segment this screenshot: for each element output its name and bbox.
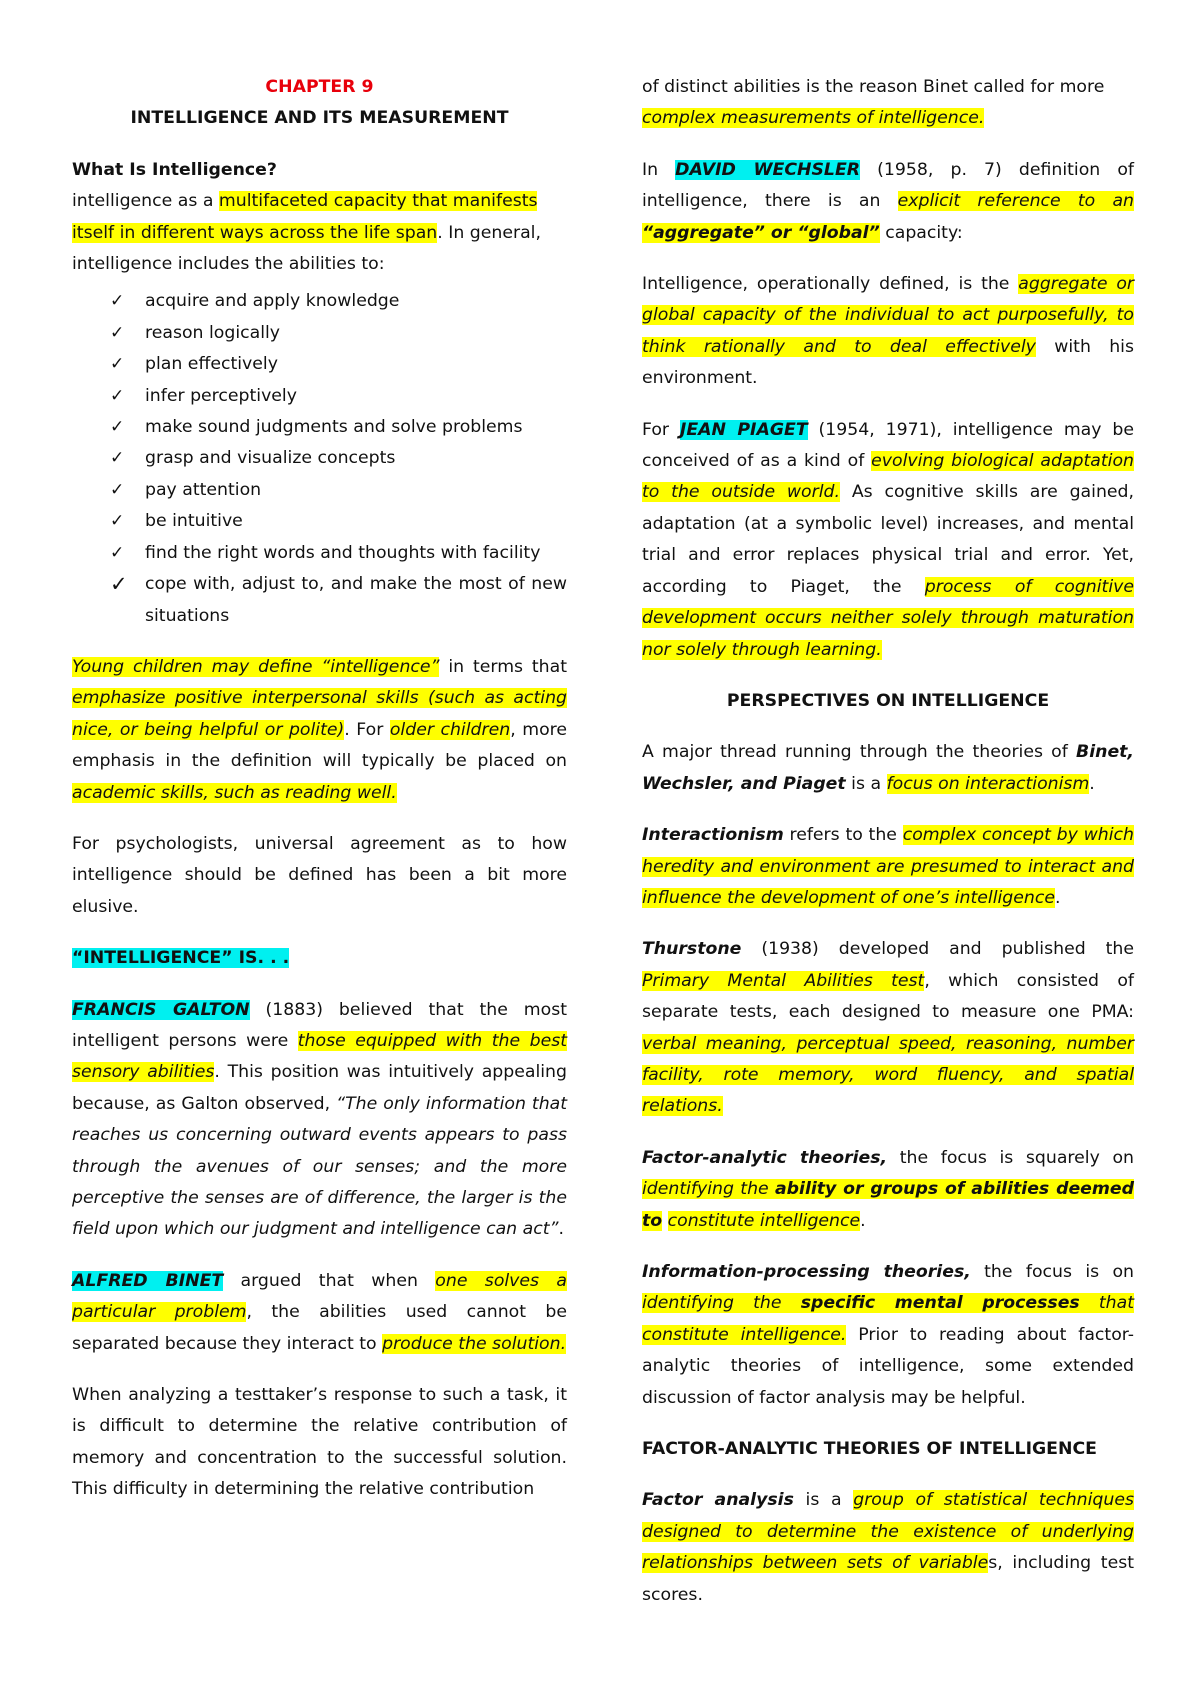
name-david-wechsler: DAVID WECHSLER: [675, 159, 861, 180]
chapter-number: CHAPTER 9: [265, 77, 374, 97]
name-alfred-binet: ALFRED BINET: [72, 1270, 224, 1291]
name-thurstone: Thurstone: [642, 939, 742, 960]
ability-label: grasp and visualize concepts: [145, 448, 396, 469]
checkmark-icon: ✓: [110, 385, 125, 406]
term-interactionism: Interactionism: [642, 825, 784, 846]
term-information-processing-theories: Information-processing theories,: [642, 1262, 971, 1282]
ability-item: [72, 538, 567, 569]
highlight: ability or groups of abilities deemed to: [642, 1179, 1134, 1231]
highlight: explicit reference to an: [897, 191, 1134, 212]
theorist-names: Binet, Wechsler, and Piaget: [642, 742, 1134, 794]
ability-item: [72, 318, 567, 349]
highlight: group of statistical techniques designed to determine the existence of underlying relationships between sets of variable: [642, 1490, 1134, 1574]
ability-item: [72, 286, 567, 317]
checkmark-icon: ✓: [110, 542, 125, 563]
ability-label: acquire and apply knowledge: [145, 291, 400, 312]
information-processing-paragraph: Information-processing theories, the focus is on identifying the specific mental processes that constitute intelligence. Prior to reading about factor-analytic theories of intelligence, some extended discussion of factor analysis may be helpful.: [642, 1262, 1134, 1408]
ability-label: pay attention: [145, 479, 262, 500]
ability-item: [72, 475, 567, 506]
highlight: Young children may define “intelligence”: [72, 656, 440, 677]
binet-paragraph: ALFRED BINET argued that when one solves a particular problem, the abilities used cannot be separated because they interact to produce the solution.: [72, 1270, 567, 1354]
highlight: multifaceted capacity that manifests itself in different ways across the life span: [72, 191, 538, 243]
ability-label: cope with, adjust to, and make the most of new situations: [145, 574, 567, 626]
highlight: evolving biological adaptation to the outside world.: [642, 451, 1134, 503]
galton-paragraph: FRANCIS GALTON (1883) believed that the most intelligent persons were those equipped with the best sensory abilities. This position was intuitively appealing because, as Galton observed, “The only information that reaches us concerning outward events appears to pass through the avenues of our senses; and the more perceptive the senses are of difference, the larger is the field upon which our judgment and intelligence can act”.: [72, 999, 568, 1240]
psychologists-paragraph: For psychologists, universal agreement as to how intelligence should be defined has been a bit more elusive.: [72, 833, 567, 917]
abilities-list: [72, 286, 567, 631]
left-column: [72, 72, 567, 1506]
galton-quote: “The only information that reaches us concerning outward events appears to pass through the avenues of our senses; and the more perceptive the senses are of difference, the larger is the field upon which our judgment and intelligence can act”: [72, 1093, 568, 1240]
chapter-title: INTELLIGENCE AND ITS MEASUREMENT: [130, 108, 509, 129]
highlight: specific mental processes: [800, 1293, 1080, 1314]
ability-item: [72, 569, 567, 632]
highlight: one solves a particular problem: [72, 1270, 567, 1323]
highlight: complex concept by which heredity and environment are presumed to interact and influence the development of one’s intelligence: [642, 825, 1134, 908]
ability-label: infer perceptively: [145, 385, 297, 406]
highlight: academic skills, such as reading well.: [72, 782, 397, 803]
thurstone-paragraph: Thurstone (1938) developed and published the Primary Mental Abilities test, which consisted of separate tests, each designed to measure one PMA: verbal meaning, perceptual speed, reasoning, number facility, rote memory, word fluency, and spatial relations.: [642, 939, 1134, 1117]
highlight: complex measurements of intelligence.: [642, 108, 985, 129]
highlight: process of cognitive development occurs neither solely through maturation nor solely through learning.: [642, 576, 1134, 660]
checkmark-icon: ✓: [110, 479, 125, 500]
highlight: “aggregate” or “global”: [642, 222, 880, 243]
intro-paragraph: intelligence as a multifaceted capacity that manifests itself in different ways across the life span. In general, intelligence includes the abilities to:: [72, 191, 541, 275]
checkmark-icon: ✓: [110, 417, 125, 438]
checkmark-icon: ✓: [110, 572, 128, 597]
highlight: identifying the: [642, 1179, 775, 1200]
right-column: [642, 72, 1134, 1611]
ability-item: [72, 412, 567, 443]
highlight: that constitute intelligence.: [642, 1293, 1134, 1345]
ability-label: plan effectively: [145, 354, 278, 375]
children-paragraph: Young children may define “intelligence” in terms that emphasize positive interpersonal skills (such as acting nice, or being helpful or polite). For older children, more emphasis in the definition will typically be placed on academic skills, such as reading well.: [72, 656, 568, 803]
term-factor-analytic-theories: Factor-analytic theories,: [642, 1147, 888, 1168]
checkmark-icon: ✓: [110, 354, 125, 375]
highlight: constitute intelligence: [667, 1210, 861, 1231]
highlight: focus on interactionism: [886, 773, 1090, 794]
interactionism-paragraph: Interactionism refers to the complex concept by which heredity and environment are presumed to interact and influence the development of one’s intelligence.: [642, 825, 1134, 908]
ability-item: [72, 443, 567, 474]
factor-analysis-paragraph: Factor analysis is a group of statistical techniques designed to determine the existence of underlying relationships between sets of variables, including test scores.: [642, 1490, 1134, 1605]
factor-analytic-theories-paragraph: Factor-analytic theories, the focus is squarely on identifying the ability or groups of abilities deemed to constitute intelligence.: [642, 1147, 1134, 1231]
operational-definition-paragraph: Intelligence, operationally defined, is the aggregate or global capacity of the individual to act purposefully, to think rationally and to deal effectively with his environment.: [642, 274, 1135, 389]
binet-continued-paragraph: of distinct abilities is the reason Binet called for more complex measurements of intelligence.: [642, 77, 1105, 129]
analyzing-paragraph: When analyzing a testtaker’s response to such a task, it is difficult to determine the relative contribution of memory and concentration to the successful solution. This difficulty in determining the relative contribution: [72, 1385, 567, 1500]
intelligence-is-heading-wrap: [72, 943, 567, 974]
highlight: older children: [389, 719, 511, 740]
highlight: Primary Mental Abilities test: [642, 970, 925, 991]
wechsler-paragraph: In DAVID WECHSLER (1958, p. 7) definition of intelligence, there is an explicit reference to an “aggregate” or “global” capacity:: [642, 159, 1134, 243]
name-francis-galton: FRANCIS GALTON: [72, 999, 250, 1020]
highlight: verbal meaning, perceptual speed, reasoning, number facility, rote memory, word fluency, and spatial relations.: [642, 1033, 1134, 1117]
highlight: produce the solution.: [382, 1333, 567, 1354]
ability-item: [72, 506, 567, 537]
piaget-paragraph: For JEAN PIAGET (1954, 1971), intelligence may be conceived of as a kind of evolving biological adaptation to the outside world. As cognitive skills are gained, adaptation (at a symbolic level) increases, and mental trial and error replaces physical trial and error. Yet, according to Piaget, the process of cognitive development occurs neither solely through maturation nor solely through learning.: [642, 419, 1134, 660]
thread-paragraph: A major thread running through the theories of Binet, Wechsler, and Piaget is a focus on interactionism.: [642, 742, 1134, 794]
ability-label: find the right words and thoughts with facility: [145, 542, 541, 563]
checkmark-icon: ✓: [110, 511, 125, 532]
ability-item: [72, 349, 567, 380]
highlight: identifying the: [642, 1293, 801, 1314]
name-jean-piaget: JEAN PIAGET: [679, 419, 808, 440]
highlight: aggregate or global capacity of the individual to act purposefully, to think rationally and to deal effectively: [642, 274, 1135, 357]
factor-analytic-heading: FACTOR-ANALYTIC THEORIES OF INTELLIGENCE: [642, 1439, 1097, 1460]
ability-item: [72, 381, 567, 412]
ability-label: reason logically: [145, 322, 281, 343]
perspectives-heading: PERSPECTIVES ON INTELLIGENCE: [726, 690, 1050, 711]
checkmark-icon: ✓: [110, 448, 125, 469]
highlight: emphasize positive interpersonal skills (such as acting nice, or being helpful or polite): [72, 688, 567, 740]
intelligence-is-heading: “INTELLIGENCE” IS. . .: [72, 948, 290, 969]
ability-label: make sound judgments and solve problems: [145, 417, 523, 438]
ability-label: be intuitive: [145, 511, 243, 532]
checkmark-icon: ✓: [110, 291, 125, 312]
checkmark-icon: ✓: [110, 322, 125, 343]
highlight: those equipped with the best sensory abilities: [72, 1030, 567, 1083]
section-heading-what-is-intelligence: What Is Intelligence?: [72, 159, 277, 180]
term-factor-analysis: Factor analysis: [642, 1490, 794, 1511]
